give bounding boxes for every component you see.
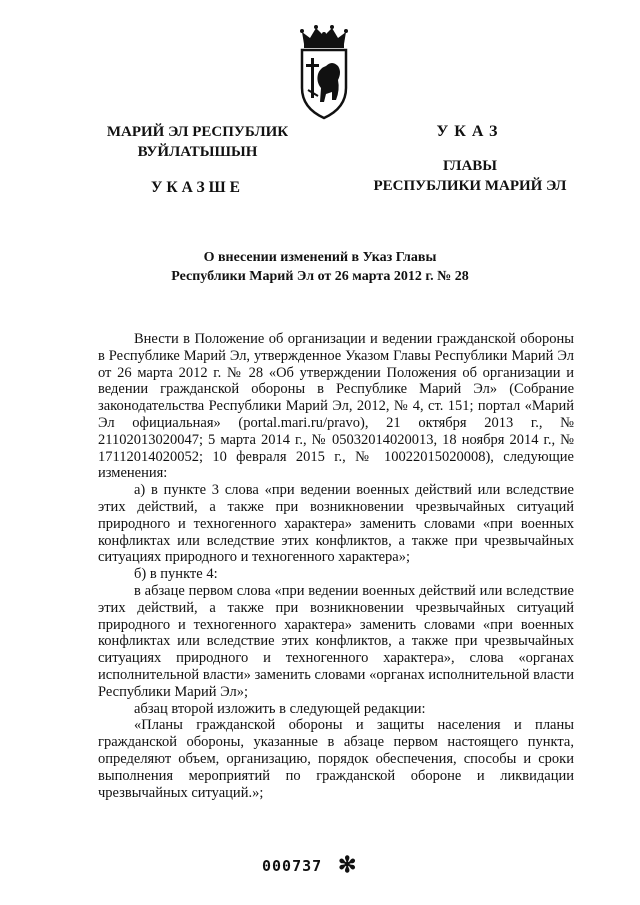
header-left [105, 122, 290, 198]
title-line2: Республики Марий Эл от 26 марта 2012 г. № 28 [171, 269, 469, 284]
header-right-line3: РЕСПУБЛИКИ МАРИЙ ЭЛ [373, 178, 567, 194]
header-right-line2: ГЛАВЫ [442, 158, 498, 174]
document-body [98, 331, 574, 801]
header-left-line3: УКАЗШЕ [151, 179, 244, 196]
header-left-line2: ВУЙЛАТЫШЫН [137, 144, 258, 160]
header-right-line1: УКАЗ [436, 123, 504, 140]
paragraph-a: а) в пункте 3 слова «при ведении военных действий или вследствие этих действий, а также при возникновении чрезвычайных ситуаций природного и техногенного характера» заменить словами «при военных конфликтах или вследствие этих конфликтов, а также при чрезвычайных ситуациях природного и техногенного характера»; [98, 482, 574, 566]
document-title [120, 248, 520, 286]
paragraph-b-second: абзац второй изложить в следующей редакции: [134, 700, 426, 717]
coat-of-arms-icon [296, 24, 352, 120]
document-number: 000737 [262, 857, 323, 875]
paragraph-quote: «Планы гражданской обороны и защиты населения и планы гражданской обороны, указанные в абзаце первом настоящего пункта, определяют объем, организацию, порядок обеспечения, способы и сроки выполнения мероприятий по гражданской обороне и ликвидации чрезвычайных ситуаций.»; [98, 717, 574, 801]
paragraph-b-first: в абзаце первом слова «при ведении военных действий или вследствие этих действий, а также при возникновении чрезвычайных ситуаций природного и техногенного характера» заменить словами «при военных конфликтах или вследствие этих конфликтов, а также при чрезвычайных ситуациях природного и техногенного характера», слова «органах исполнительной власти» заменить словами «органах исполнительной власти Республики Марий Эл»; [98, 582, 574, 700]
star-icon: ✻ [338, 852, 357, 877]
paragraph-intro: Внести в Положение об организации и ведении гражданской обороны в Республике Марий Эл, утвержденное Указом Главы Республики Марий Эл от 26 марта 2012 г. № 28 «Об утверждении Положения об организации и ведении гражданской обороны в Республике Марий Эл» (Собрание законодательства Республики Марий Эл, 2012, № 4, ст. 151; портал «Марий Эл официальная» (portal.mari.ru/pravo), 21 октября 2013 г., № 21102013020047; 5 марта 2014 г., № 05032014020013, 18 ноября 2014 г., № 17112014020052; 10 февраля 2015 г., № 10022015020008), следующие изменения: [98, 331, 574, 482]
title-line1: О внесении изменений в Указ Главы [203, 250, 437, 265]
header-left-line1: МАРИЙ ЭЛ РЕСПУБЛИК [106, 124, 289, 140]
paragraph-b: б) в пункте 4: [134, 566, 218, 583]
header-right [365, 122, 575, 196]
